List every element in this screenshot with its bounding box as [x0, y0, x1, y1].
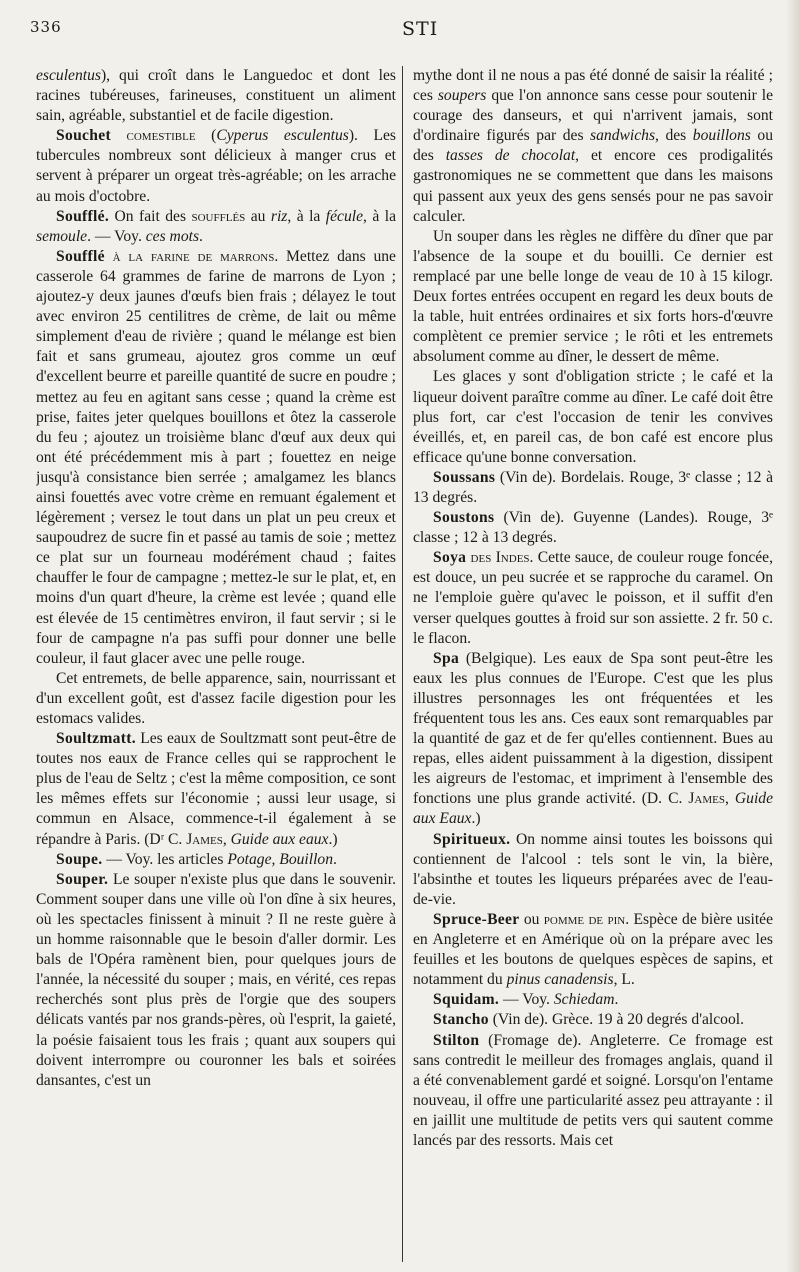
- running-head: STI: [402, 18, 439, 40]
- entry-spiritueux: Spiritueux. On nomme ainsi toutes les boissons qui contiennent de l'alcool : tels sont le vin, la bière, l'absinthe et toutes les liqueurs préparées avec de l'eau-de-vie.: [413, 830, 773, 908]
- entry-headword: Spa: [433, 649, 460, 667]
- entry-paragraph: Les glaces y sont d'obligation stricte ; le café et la liqueur doivent paraître comme au dîner. Le café doit être plus fort, car c'est l'occasion de tenir les convives éveillés, et, en pareil cas, de bon café est encore plus efficace qu'une bonne conversation.: [413, 368, 773, 466]
- entry-soussans: Soussans (Vin de). Bordelais. Rouge, 3ᵉ classe ; 12 à 13 degrés.: [413, 468, 773, 506]
- entry-soustons: Soustons (Vin de). Guyenne (Landes). Rouge, 3ᵉ classe ; 12 à 13 degrés.: [413, 509, 773, 547]
- entry-paragraph: Cet entremets, de belle apparence, sain, nourrissant et d'un excellent goût, est d'assez facile digestion pour les estomacs valides.: [36, 669, 396, 727]
- entry-souper: Souper. Le souper n'existe plus que dans le souvenir. Comment souper dans une ville où l'on dîne à six heures, où les spectacles finissent à minuit ? Il ne reste guère à un homme raisonnable que le besoin d'aller dormir. Les bals de l'Opéra ramènent bien, pour quelques jours de l'année, la nécessité du souper ; mais, en vérité, ces repas recherchés sont plus près de l'orgie que des soupers délicats vantés par nos grands-pères, où l'esprit, la gaieté, la poésie faisaient tous les frais ; quant aux soupers qui doivent interrompre ou couronner les bals et soirées dansantes, c'est un: [36, 870, 396, 1089]
- entry-headword: Spruce-Beer: [433, 910, 520, 928]
- entry-spruce-beer: Spruce-Beer ou pomme de pin. Espèce de bière usitée en Angleterre et en Amérique où on la prépare avec les feuilles et les boutons de quelques espèces de sapins, et notamment du pinus canadensis, L.: [413, 910, 773, 989]
- page-header: [30, 18, 770, 44]
- entry-soya: Soya des Indes. Cette sauce, de couleur rouge foncée, est douce, un peu sucrée et se rapproche du caramel. On ne l'emploie guère qu'avec le poisson, et il suffit d'en verser quelques gouttes à froid sur son assiette. 2 fr. 50 c. le flacon.: [413, 549, 773, 647]
- entry-stancho: Stancho (Vin de). Grèce. 19 à 20 degrés d'alcool.: [433, 1011, 745, 1029]
- entry-paragraph: Un souper dans les règles ne diffère du dîner que par l'absence de la soupe et du bouilli. Ce dernier est remplacé par une belle longe de veau de 10 à 15 kilogr. Deux fortes entrées occupent en regard les deux bouts de la table, huit entrées ordinaires et six forts hors-d'œuvre complètent ce premier service ; le rôti et les entremets absolument comme au dîner, le dessert de même.: [413, 227, 773, 366]
- entry-stilton: Stilton (Fromage de). Angleterre. Ce fromage est sans contredit le meilleur des fromages anglais, quand il a été convenablement gardé et soigné. Lorsqu'on l'entame nouveau, il offre une particularité assez peu attrayante : il en jaillit une multitude de petits vers qui sautent comme lancés par des ressorts. Mais cet: [413, 1031, 773, 1149]
- entry-headword: Soufflé.: [56, 207, 110, 225]
- entry-headword: Souper.: [56, 870, 109, 888]
- entry-headword: Soufflé: [56, 247, 105, 265]
- entry-headword: Soussans: [433, 468, 496, 486]
- entry-esculentus-continuation: esculentus), qui croît dans le Languedoc et dont les racines tubéreuses, farineuses, constituent un aliment sain, agréable, substantiel et de facile digestion.: [36, 67, 396, 125]
- page-number: 336: [30, 18, 62, 36]
- entry-soultzmatt: Soultzmatt. Les eaux de Soultzmatt sont peut-être de toutes nos eaux de France celles qui se rapprochent le plus de l'eau de Seltz ; c'est la même composition, ce sont les mêmes effets sur l'économie ; aussi leur usage, si commun en Alsace, commence-t-il également à se répandre à Paris. (Dʳ C. James, Guide aux eaux.): [36, 730, 396, 848]
- entry-souper-continuation: mythe dont il ne nous a pas été donné de saisir la réalité ; ces soupers que l'on annonce sans cesse pour soutenir le courage des danseurs, et qui n'arrivent jamais, sont d'ordinaire figurés par des sandwichs, des bouillons ou des tasses de chocolat, et encore ces prodigalités gastronomiques ne se commettent que dans les maisons qui passent aux yeux des gens sensés pour ne pas savoir calculer.: [413, 67, 773, 225]
- entry-headword: Soustons: [433, 509, 495, 527]
- entry-souffle: Soufflé. On fait des soufflés au riz, à la fécule, à la semoule. — Voy. ces mots.: [36, 207, 396, 245]
- entry-headword: Soupe.: [56, 850, 103, 868]
- left-column: [36, 66, 396, 1260]
- entry-souchet: Souchet comestible (Cyperus esculentus). Les tubercules nombreux sont délicieux à manger crus et servent à préparer un orgeat très-agréable; on les arrache au mois d'octobre.: [36, 127, 396, 205]
- entry-souffle-marrons: Soufflé à la farine de marrons. Mettez dans une casserole 64 grammes de farine de marrons de Lyon ; ajoutez-y deux jaunes d'œufs bien frais ; délayez le tout avec environ 25 centilitres de crème, de lait ou même simplement d'eau de rivière ; quand le mélange est bien fait et sans grumeau, ajoutez gros comme un œuf d'excellent beurre et pareille quantité de sucre en poudre ; mettez au feu en agitant sans cesse ; quand la crème est prise, faites jeter quelques bouillons et ôtez la casserole du feu ; ajoutez un troisième blanc d'œuf aux deux qui ont été précédemment mis à part ; fouettez en neige jusqu'à consistance bien serrée ; amalgamez les blancs ainsi fouettés avec votre crème en remuant également et légèrement ; versez le tout dans un plat un peu creux et saupoudrez de sucre fin et passé au tamis de soie ; mettez ce plat sur un fourneau modérément chaud ; faites chauffer le four de campagne ; mettez-le sur le plat, et, en moins d'un quart d'heure, la crème est levée ; quand elle est élevée de 15 centimètres environ, il faut servir ; si le four de campagne n'a pas suffi pour donner une belle couleur, il faut glacer avec une pelle rouge.: [36, 247, 396, 667]
- entry-headword: Spiritueux.: [433, 830, 511, 848]
- entry-headword: Soultzmatt.: [56, 730, 136, 748]
- entry-spa: Spa (Belgique). Les eaux de Spa sont peut-être les eaux les plus connues de l'Europe. C'est que les plus illustres personnages les ont fréquentées et les fréquentent tous les ans. Ces eaux sont remarquables par la quantité de gaz et de fer qu'elles contiennent. Bues au repas, elles aident puissamment à la digestion, dissipent les aigreurs de l'estomac, et impriment à l'ensemble des fonctions une plus grande activité. (D. C. James, Guide aux Eaux.): [413, 649, 773, 828]
- entry-squidam: Squidam. — Voy. Schiedam.: [433, 991, 619, 1009]
- right-column: [413, 66, 773, 1260]
- entry-headword: Stilton: [433, 1031, 480, 1049]
- column-divider: [402, 66, 403, 1262]
- entry-headword: Stancho: [433, 1011, 489, 1029]
- entry-headword: Squidam.: [433, 991, 500, 1009]
- entry-headword: Soya: [433, 549, 467, 567]
- page-edge-shadow: [786, 0, 800, 1272]
- entry-headword: Souchet: [56, 127, 111, 145]
- entry-soupe: Soupe. — Voy. les articles Potage, Bouillon.: [56, 850, 337, 868]
